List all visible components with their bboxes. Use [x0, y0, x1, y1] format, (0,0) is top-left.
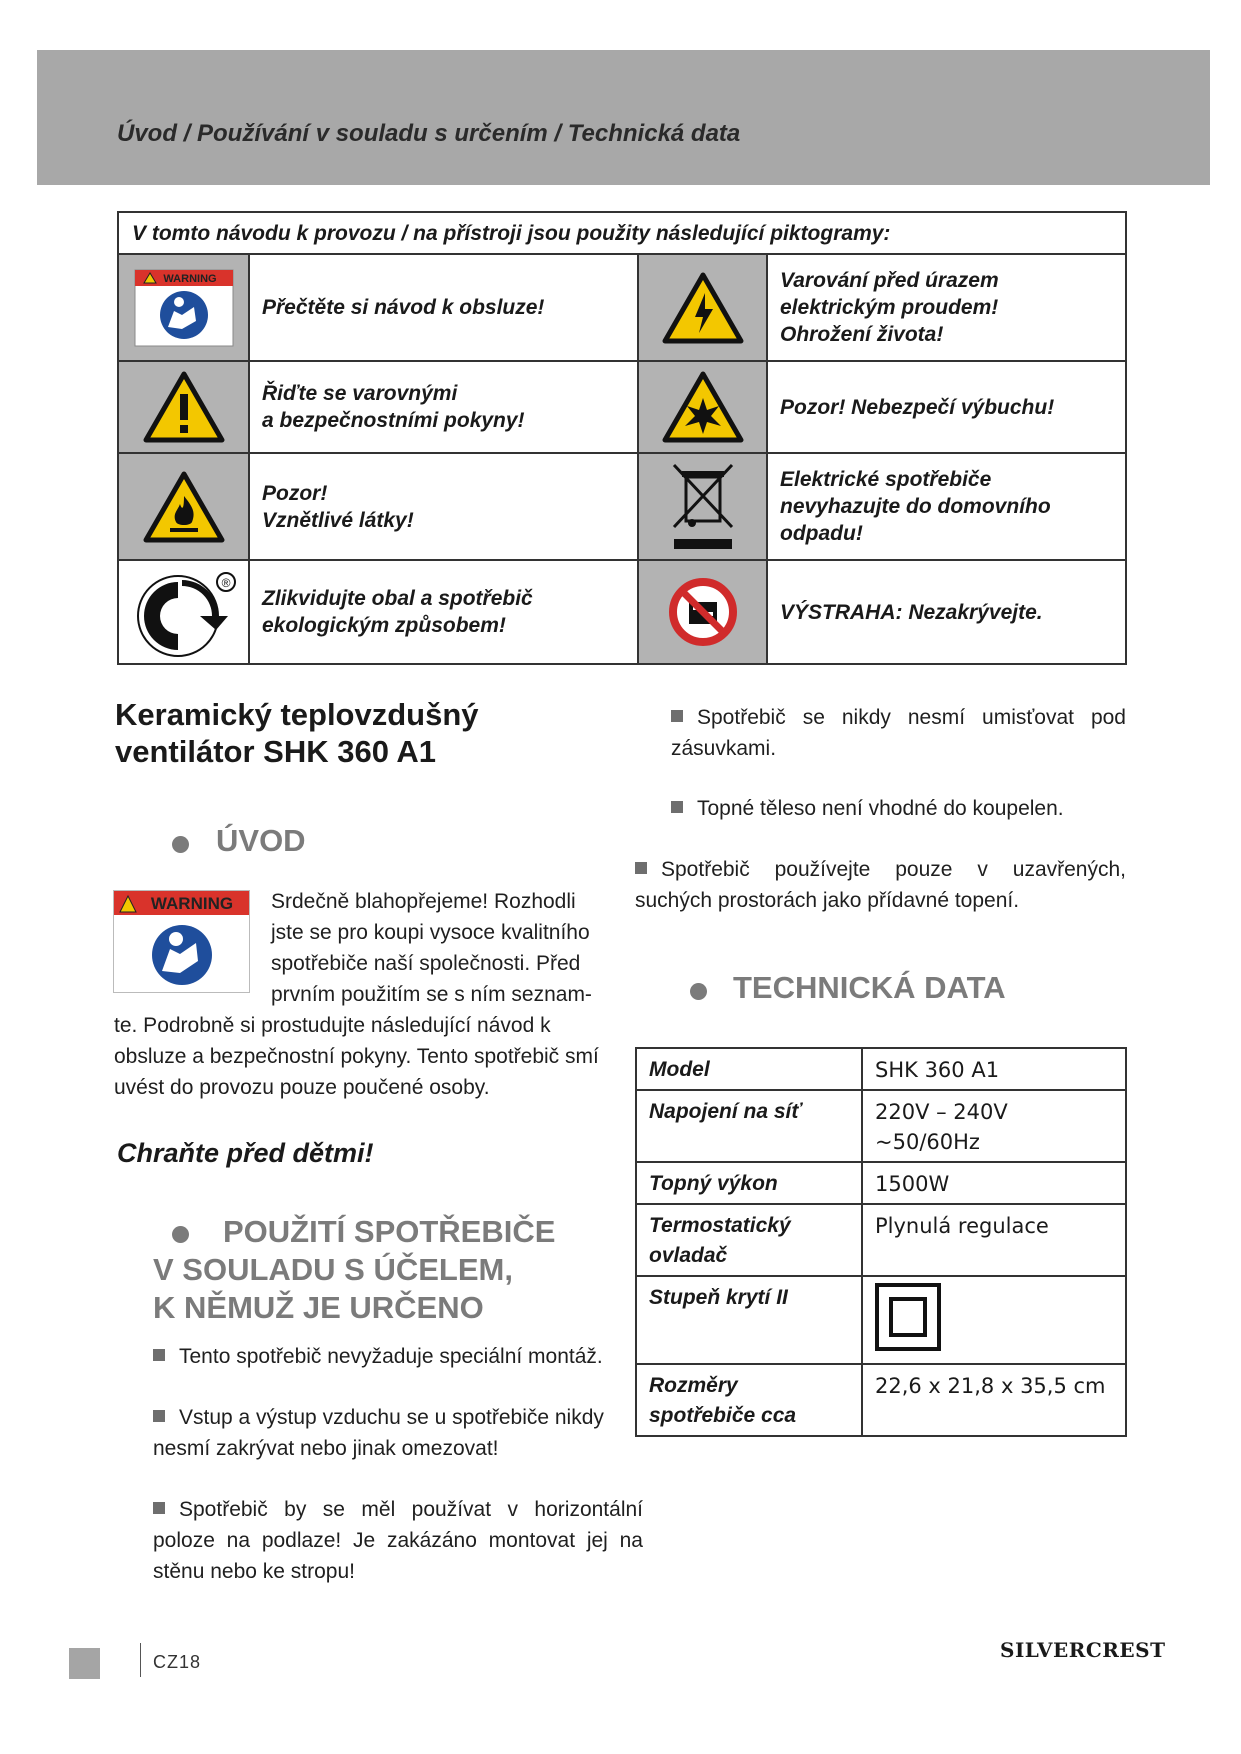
table-row	[636, 1204, 1126, 1276]
brand-logo: SILVERCREST	[1000, 1638, 1166, 1662]
tech-label: Stupeň krytí II	[636, 1276, 862, 1364]
explosion-warning-icon	[637, 362, 768, 452]
header-band	[37, 50, 1210, 185]
intro-text: te. Podrobně si prostudujte následující návod k obsluze a bezpečnostní pokyny. Tento spotřebič smí uvést do provozu pouze poučené osoby.	[114, 1014, 599, 1099]
usage-right-bullet: Spotřebič používejte pouze v uzavřených, suchých prostorách jako přídavné topení.	[635, 858, 1126, 912]
tech-label: Rozměry spotřebiče cca	[636, 1364, 862, 1436]
page-number: CZ18	[153, 1652, 202, 1672]
footer-marker	[69, 1648, 100, 1679]
tech-value: Plynulá regulace	[862, 1204, 1126, 1276]
table-row	[636, 1090, 1126, 1162]
pictogram-text: Řiďte se varovnými a bezpečnostními pokyny!	[262, 382, 525, 432]
tech-value: 220V – 240V ~50/60Hz	[862, 1090, 1126, 1162]
pictogram-text: Přečtěte si návod k obsluze!	[262, 296, 545, 319]
technical-heading: TECHNICKÁ DATA	[733, 970, 1006, 1005]
tech-label: Termostatický ovladač	[636, 1204, 862, 1276]
product-title: Keramický teplovzdušný ventilátor SHK 360 A1	[115, 697, 479, 769]
pictogram-text: Zlikvidujte obal a spotřebič ekologickým způsobem!	[262, 587, 533, 637]
tech-label: Model	[636, 1048, 862, 1090]
class-ii-insulation-icon	[875, 1283, 941, 1351]
tech-value	[862, 1276, 1126, 1364]
pictogram-text: Varování před úrazem elektrickým proudem! Ohrožení života!	[780, 269, 999, 346]
intro-heading: ÚVOD	[216, 823, 306, 858]
usage-bullet: Vstup a výstup vzduchu se u spotřebiče nikdy nesmí zakrývat nebo jinak omezovat!	[153, 1406, 604, 1460]
weee-crossed-bin-icon	[637, 454, 768, 559]
tech-value: SHK 360 A1	[862, 1048, 1126, 1090]
table-row	[636, 1276, 1126, 1364]
section-bullet	[172, 836, 189, 853]
usage-right-bullet: Spotřebič se nikdy nesmí umisťovat pod zásuvkami.	[671, 706, 1126, 760]
pictogram-row	[119, 454, 1125, 561]
general-warning-icon	[119, 362, 250, 452]
tech-value: 1500W	[862, 1162, 1126, 1204]
children-warning: Chraňte před dětmi!	[117, 1138, 374, 1168]
tech-value: 22,6 x 21,8 x 35,5 cm	[862, 1364, 1126, 1436]
pictogram-text: Pozor! Vznětlivé látky!	[262, 481, 414, 532]
table-row	[636, 1048, 1126, 1090]
svg-text:®: ®	[221, 576, 230, 590]
pictogram-text: Pozor! Nebezpečí výbuchu!	[780, 395, 1055, 419]
usage-heading: POUŽITÍ SPOTŘEBIČE V SOULADU S ÚČELEM, K NĚMUŽ JE URČENO	[153, 1214, 556, 1325]
read-manual-icon	[119, 255, 250, 360]
pictogram-text: VÝSTRAHA: Nezakrývejte.	[780, 600, 1043, 624]
tech-label: Topný výkon	[636, 1162, 862, 1204]
svg-text:WARNING: WARNING	[162, 272, 217, 285]
usage-bullet: Spotřebič by se měl používat v horizontální poloze na podlaze! Je zakázáno montovat jej na stěnu nebo ke stropu!	[153, 1498, 643, 1583]
table-row	[636, 1162, 1126, 1204]
intro-warning-image	[113, 890, 250, 993]
section-bullet	[690, 983, 707, 1000]
page-title: Úvod / Používání v souladu s určením / Technická data	[117, 120, 741, 147]
usage-bullet: Tento spotřebič nevyžaduje speciální montáž.	[153, 1341, 643, 1372]
technical-data-table	[635, 1047, 1127, 1437]
pictogram-table	[117, 211, 1127, 665]
green-dot-recycling-icon	[119, 561, 250, 663]
intro-wrap-text: Srdečně blahopřejeme! Rozhodli jste se pro koupi vysoce kvalitního spotřebiče naší společnosti. Před prvním použitím se s ním seznam-	[271, 890, 592, 1006]
tech-label: Napojení na síť	[636, 1090, 862, 1162]
svg-text:WARNING: WARNING	[150, 894, 234, 913]
footer-divider	[140, 1643, 141, 1677]
flammable-warning-icon	[119, 454, 250, 559]
pictogram-text: Elektrické spotřebiče nevyhazujte do domovního odpadu!	[780, 468, 1051, 545]
table-row	[636, 1364, 1126, 1436]
do-not-cover-icon	[637, 561, 768, 663]
pictogram-row	[119, 255, 1125, 362]
electric-shock-warning-icon	[637, 255, 768, 360]
pictogram-row	[119, 561, 1125, 663]
pictogram-row	[119, 362, 1125, 454]
pictogram-caption: V tomto návodu k provozu / na přístroji jsou použity následující piktogramy:	[119, 213, 1125, 255]
usage-right-bullet: Topné těleso není vhodné do koupelen.	[671, 793, 1126, 824]
